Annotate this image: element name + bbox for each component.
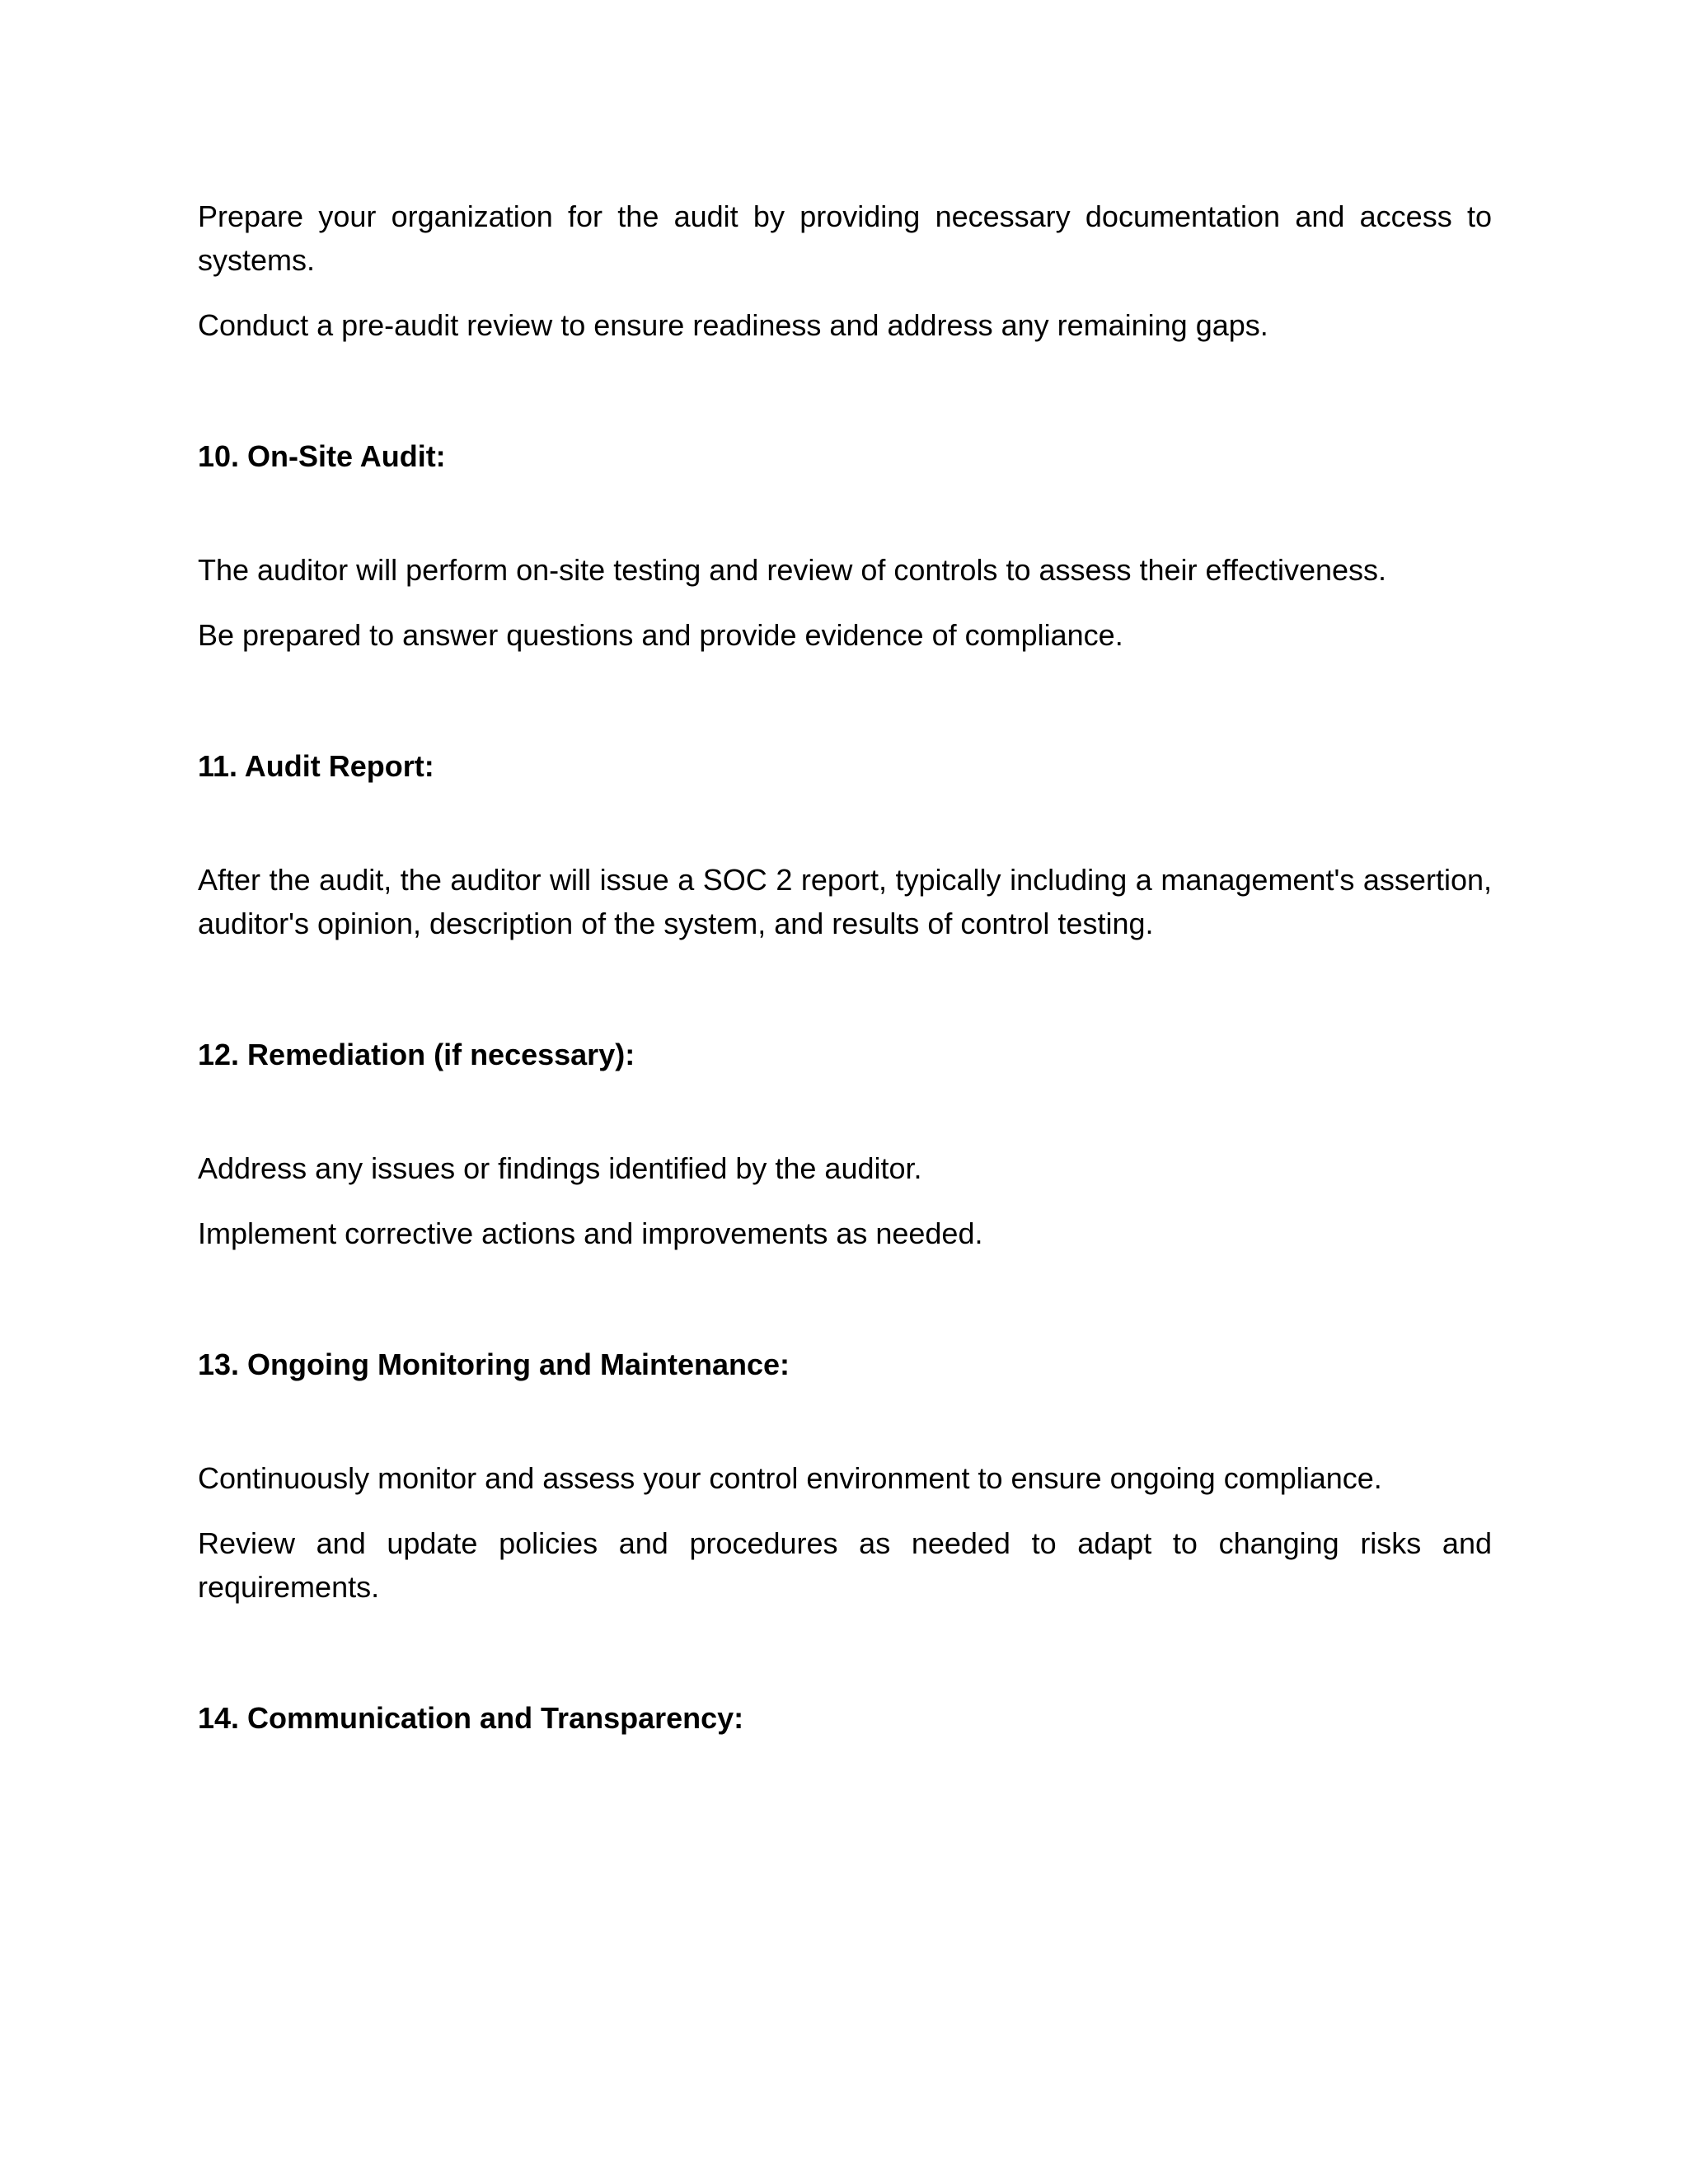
section-paragraph: Address any issues or findings identified by the auditor.	[198, 1151, 922, 1185]
section-heading-on-site-audit: 10. On-Site Audit:	[198, 439, 446, 473]
section-paragraph: The auditor will perform on-site testing and review of controls to assess their effectiveness.	[198, 553, 1387, 587]
section-heading-ongoing-monitoring: 13. Ongoing Monitoring and Maintenance:	[198, 1347, 790, 1381]
section-paragraph: Implement corrective actions and improvements as needed.	[198, 1216, 983, 1250]
section-heading-communication: 14. Communication and Transparency:	[198, 1701, 744, 1735]
section-paragraph: Review and update policies and procedures as needed to adapt to changing risks and requirements.	[198, 1526, 1492, 1604]
section-paragraph: Be prepared to answer questions and provide evidence of compliance.	[198, 618, 1123, 652]
intro-paragraph: Prepare your organization for the audit by providing necessary documentation and access to systems.	[198, 199, 1492, 277]
intro-paragraph: Conduct a pre-audit review to ensure readiness and address any remaining gaps.	[198, 308, 1268, 342]
section-heading-audit-report: 11. Audit Report:	[198, 749, 434, 783]
section-paragraph: After the audit, the auditor will issue a SOC 2 report, typically including a management's assertion, auditor's opinion, description of the system, and results of control testing.	[198, 863, 1492, 940]
section-paragraph: Continuously monitor and assess your control environment to ensure ongoing compliance.	[198, 1461, 1382, 1495]
document-body	[198, 194, 1492, 1740]
section-heading-remediation: 12. Remediation (if necessary):	[198, 1038, 635, 1071]
